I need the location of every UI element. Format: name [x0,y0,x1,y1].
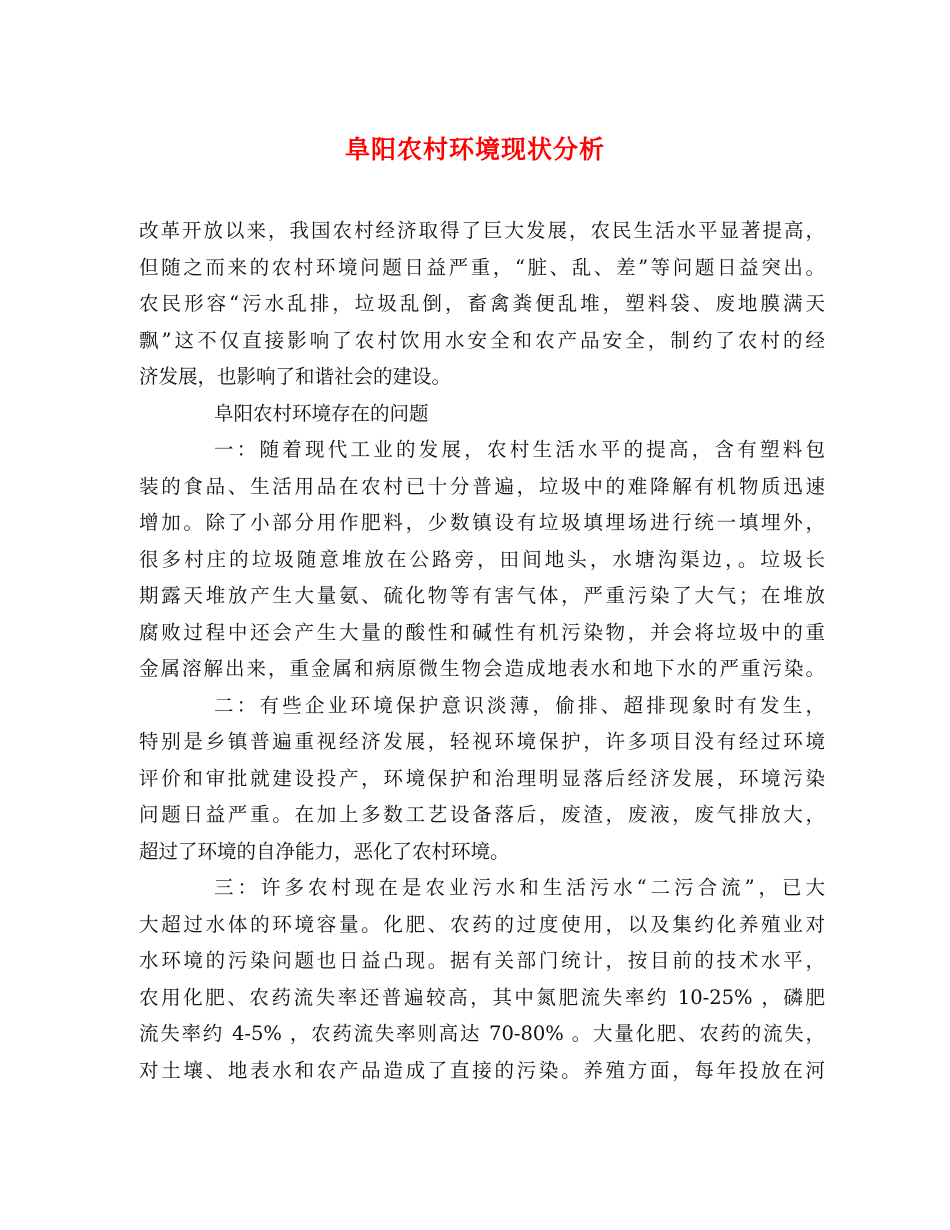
text-line: 流失率约 4-5% ，农药流失率则高达 70-80% 。大量化肥、农药的流失， [139,1022,825,1045]
text-line: 问题日益严重。在加上多数工艺设备落后，废渣，废液，废气排放大， [139,803,825,826]
text-line: 大超过水体的环境容量。化肥、农药的过度使用，以及集约化养殖业对 [139,912,825,936]
text-line: 期露天堆放产生大量氨、硫化物等有害气体，严重污染了大气；在堆放 [139,584,825,607]
text-line: 评价和审批就建设投产，环境保护和治理明显落后经济发展，环境污染 [139,766,825,790]
text-line: 农民形容“污水乱排，垃圾乱倒，畜禽粪便乱堆，塑料袋、废地膜满天 [139,292,825,315]
text-line: 很多村庄的垃圾随意堆放在公路旁，田间地头，水塘沟渠边，。垃圾长 [139,547,825,571]
text-line: 装的食品、生活用品在农村已十分普遍，垃圾中的难降解有机物质迅速 [139,474,825,498]
text-line: 阜阳农村环境存在的问题 [214,401,429,425]
text-line: 农用化肥、农药流失率还普遍较高，其中氮肥流失率约 10-25% ，磷肥 [139,985,825,1009]
text-line: 增加。除了小部分用作肥料，少数镇设有垃圾填埋场进行统一填埋外， [139,511,825,534]
text-line: 改革开放以来，我国农村经济取得了巨大发展，农民生活水平显著提高， [139,219,825,242]
text-line: 飘”这不仅直接影响了农村饮用水安全和农产品安全，制约了农村的经 [139,328,825,352]
text-line: 特别是乡镇普遍重视经济发展，轻视环境保护，许多项目没有经过环境 [139,730,825,753]
text-line: 水环境的污染问题也日益凸现。据有关部门统计，按目前的技术水平， [139,949,825,972]
document-body [139,213,825,1089]
document-title: 阜阳农村环境现状分析 [344,135,605,164]
text-line: 腐败过程中还会产生大量的酸性和碱性有机污染物，并会将垃圾中的重 [139,620,825,644]
text-line: 济发展，也影响了和谐社会的建设。 [139,365,452,388]
text-line: 二：有些企业环境保护意识淡薄，偷排、超排现象时有发生， [214,693,825,717]
text-line: 一：随着现代工业的发展，农村生活水平的提高，含有塑料包 [214,438,825,461]
text-line: 三：许多农村现在是农业污水和生活污水“二污合流”，已大 [214,876,825,899]
text-line: 对土壤、地表水和农产品造成了直接的污染。养殖方面，每年投放在河 [139,1058,825,1082]
text-line: 金属溶解出来，重金属和病原微生物会造成地表水和地下水的严重污染。 [139,657,825,680]
text-line: 但随之而来的农村环境问题日益严重，“脏、乱、差”等问题日益突出。 [139,255,825,279]
text-line: 超过了环境的自净能力，恶化了农村环境。 [139,839,510,863]
